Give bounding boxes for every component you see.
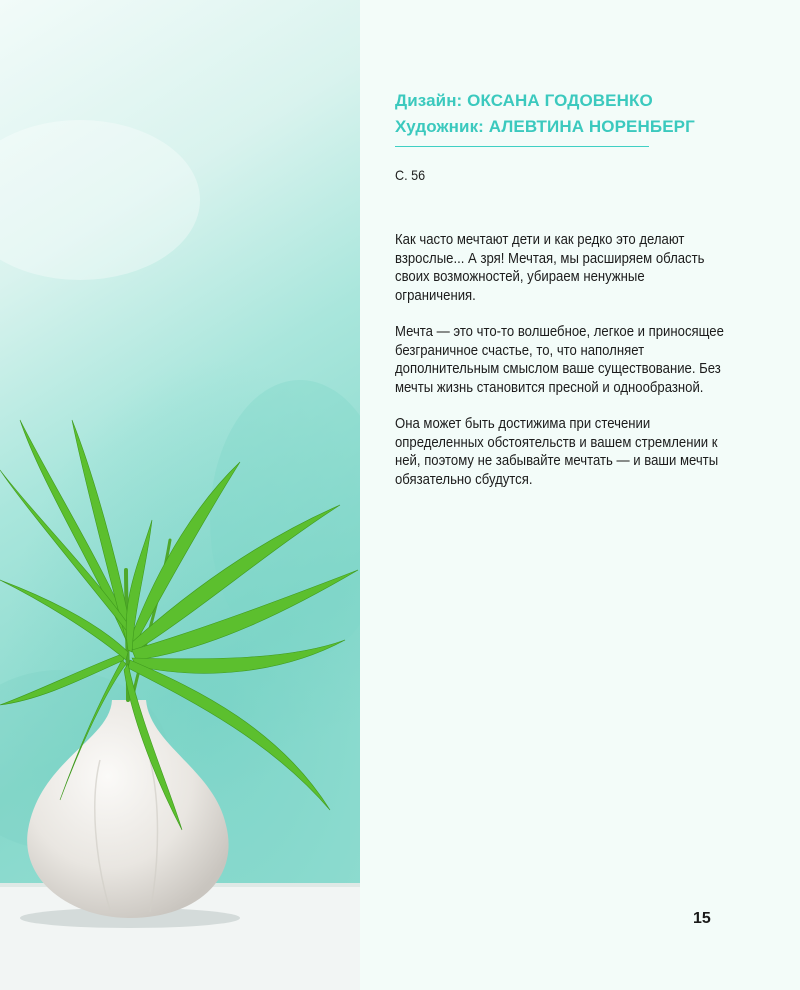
credits-block <box>395 88 695 147</box>
paragraph-3: Она может быть достижима при стечении определенных обстоятельств и вашем стремлении к ней, поэтому не забывайте мечтать — и ваши мечты обязательно сбудутся. <box>395 416 719 488</box>
artist-credit: Художник: АЛЕВТИНА НОРЕНБЕРГ <box>395 117 695 136</box>
text-column <box>395 88 735 489</box>
page-number: 15 <box>693 910 711 927</box>
paragraph-2: Мечта — это что-то волшебное, легкое и приносящее безграничное счастье, то, что наполняет дополнительным смыслом ваше существование. Без мечты жизнь становится пресной и однообразной. <box>395 324 724 396</box>
designer-credit: Дизайн: ОКСАНА ГОДОВЕНКО <box>395 91 653 110</box>
palm-vase-photo <box>0 0 360 990</box>
paragraph-1: Как часто мечтают дети и как редко это делают взрослые... А зря! Мечтая, мы расширяем область своих возможностей, убираем ненужные ограничения. <box>395 232 705 304</box>
page-reference: С. 56 <box>395 167 426 183</box>
